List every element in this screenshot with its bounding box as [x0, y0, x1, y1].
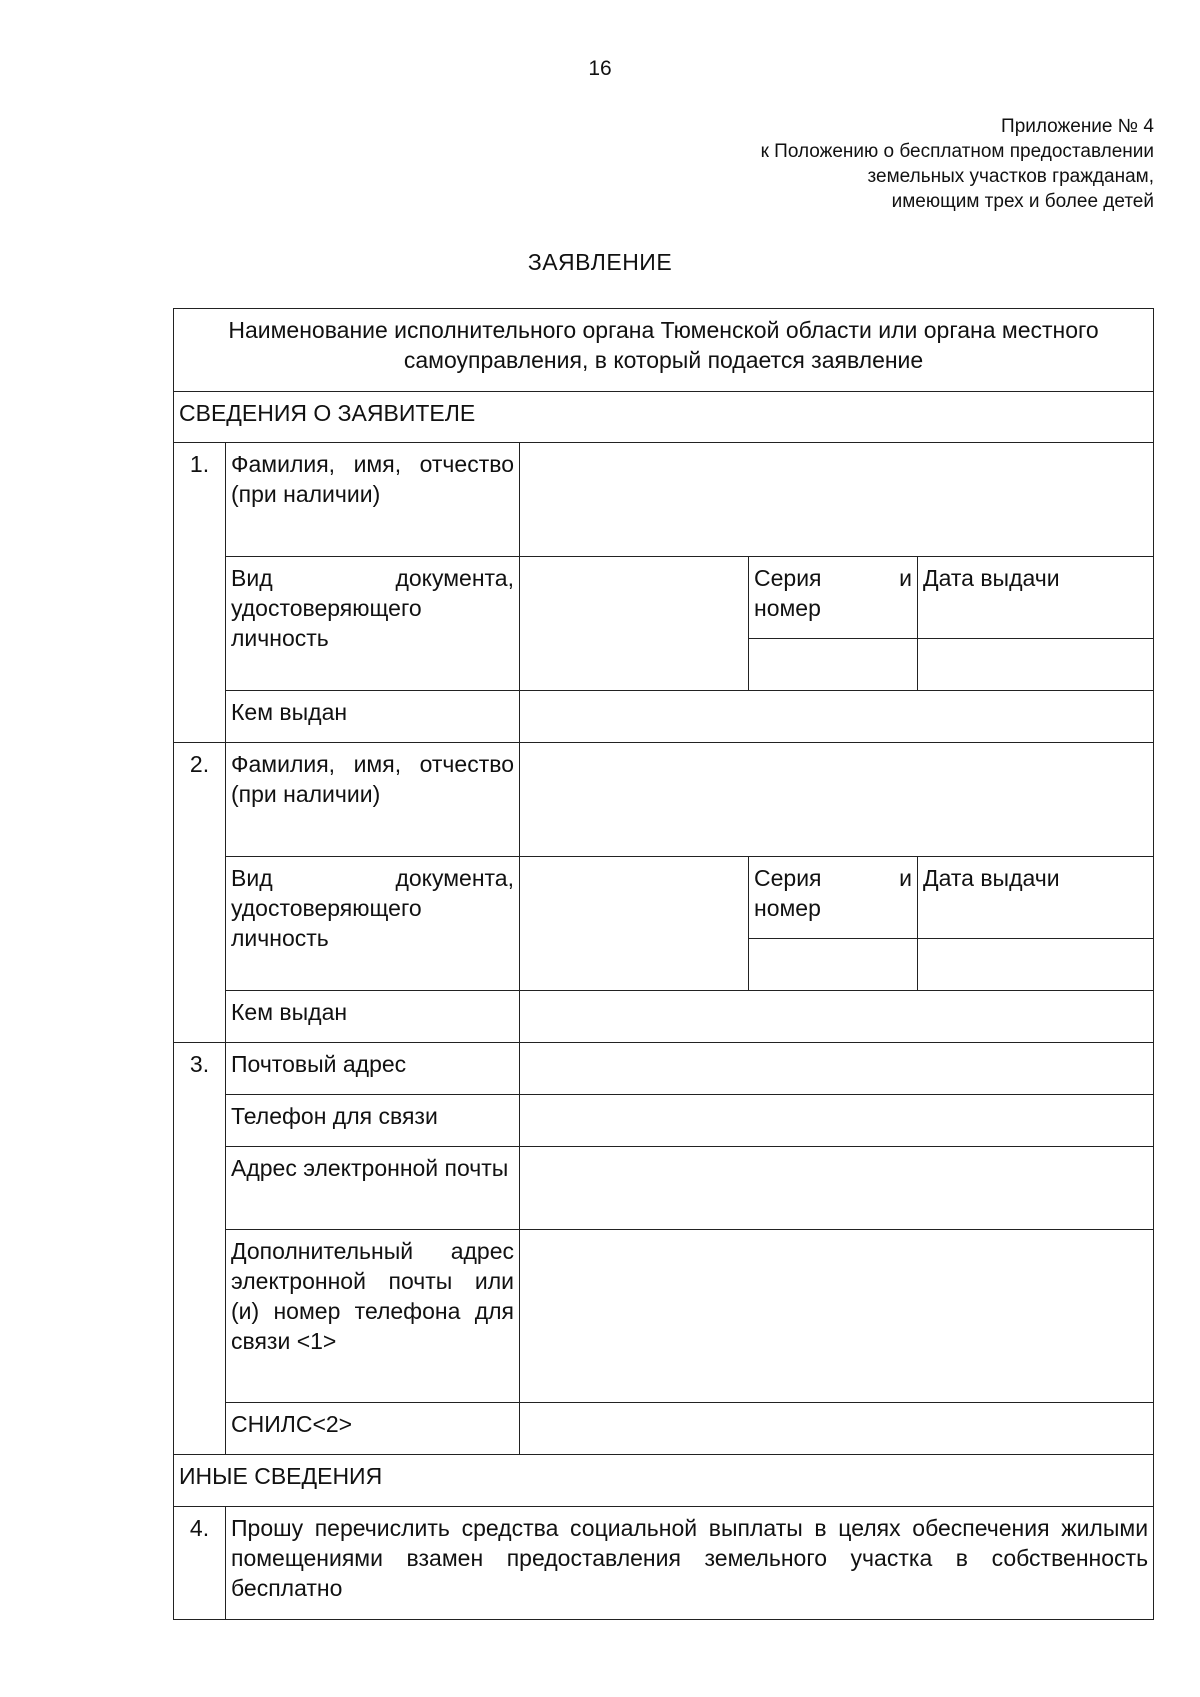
person1-issued-by-field[interactable] — [520, 691, 1154, 743]
snils-row — [174, 1403, 1154, 1455]
authority-row — [174, 309, 1154, 392]
appendix-line: к Положению о бесплатном предоставлении — [760, 141, 1154, 162]
person2-issued-row — [174, 991, 1154, 1043]
person2-issued-by-label: Кем выдан — [226, 991, 520, 1043]
contacts-number: 3. — [174, 1043, 226, 1455]
snils-field[interactable] — [520, 1403, 1154, 1455]
person1-date-field[interactable] — [918, 639, 1154, 691]
item4-row — [174, 1507, 1154, 1620]
person1-fio-row — [174, 443, 1154, 557]
section-other-heading: ИНЫЕ СВЕДЕНИЯ — [174, 1455, 1154, 1507]
email-field[interactable] — [520, 1147, 1154, 1230]
extra-contact-row — [174, 1230, 1154, 1403]
appendix-reference — [761, 114, 1154, 214]
person2-issued-by-field[interactable] — [520, 991, 1154, 1043]
section-row — [174, 1455, 1154, 1507]
person1-doc-field[interactable] — [520, 557, 749, 691]
appendix-line: имеющим трех и более детей — [891, 191, 1154, 212]
person2-series-label: Серия и номер — [749, 857, 918, 939]
application-form-table — [173, 308, 1154, 1620]
extra-contact-label: Дополнительный адрес электронной почты или (и) номер телефона для связи <1> — [226, 1230, 520, 1403]
person2-fio-field[interactable] — [520, 743, 1154, 857]
person2-date-field[interactable] — [918, 939, 1154, 991]
postal-row — [174, 1043, 1154, 1095]
person1-date-label: Дата выдачи — [918, 557, 1154, 639]
document-title: ЗАЯВЛЕНИЕ — [527, 249, 673, 275]
person2-doc-label: Вид документа, удостоверяющего личность — [226, 857, 520, 991]
person1-doc-row — [174, 557, 1154, 639]
phone-field[interactable] — [520, 1095, 1154, 1147]
person1-doc-label: Вид документа, удостоверяющего личность — [226, 557, 520, 691]
appendix-line: Приложение № 4 — [1001, 116, 1154, 137]
person2-doc-field[interactable] — [520, 857, 749, 991]
appendix-line: земельных участков гражданам, — [867, 166, 1154, 187]
extra-contact-field[interactable] — [520, 1230, 1154, 1403]
email-row — [174, 1147, 1154, 1230]
person1-series-label: Серия и номер — [749, 557, 918, 639]
section-applicant-heading: СВЕДЕНИЯ О ЗАЯВИТЕЛЕ — [174, 392, 1154, 443]
person2-doc-row — [174, 857, 1154, 939]
postal-address-label: Почтовый адрес — [226, 1043, 520, 1095]
email-label: Адрес электронной почты — [226, 1147, 520, 1230]
page-number: 16 — [588, 57, 612, 80]
person2-fio-row — [174, 743, 1154, 857]
person2-number: 2. — [174, 743, 226, 1043]
authority-heading: Наименование исполнительного органа Тюменской области или органа местного самоуправления, в который подается заявление — [174, 309, 1154, 392]
person1-issued-row — [174, 691, 1154, 743]
item4-number: 4. — [174, 1507, 226, 1620]
snils-label: СНИЛС<2> — [226, 1403, 520, 1455]
person2-date-label: Дата выдачи — [918, 857, 1154, 939]
phone-label: Телефон для связи — [226, 1095, 520, 1147]
item4-text: Прошу перечислить средства социальной выплаты в целях обеспечения жилыми помещениями взамен предоставления земельного участка в собственность бесплатно — [226, 1507, 1154, 1620]
phone-row — [174, 1095, 1154, 1147]
person1-fio-label: Фамилия, имя, отчество (при наличии) — [226, 443, 520, 557]
person2-series-field[interactable] — [749, 939, 918, 991]
person1-issued-by-label: Кем выдан — [226, 691, 520, 743]
person1-number: 1. — [174, 443, 226, 743]
person1-series-field[interactable] — [749, 639, 918, 691]
person1-fio-field[interactable] — [520, 443, 1154, 557]
person2-fio-label: Фамилия, имя, отчество (при наличии) — [226, 743, 520, 857]
section-row — [174, 392, 1154, 443]
postal-address-field[interactable] — [520, 1043, 1154, 1095]
